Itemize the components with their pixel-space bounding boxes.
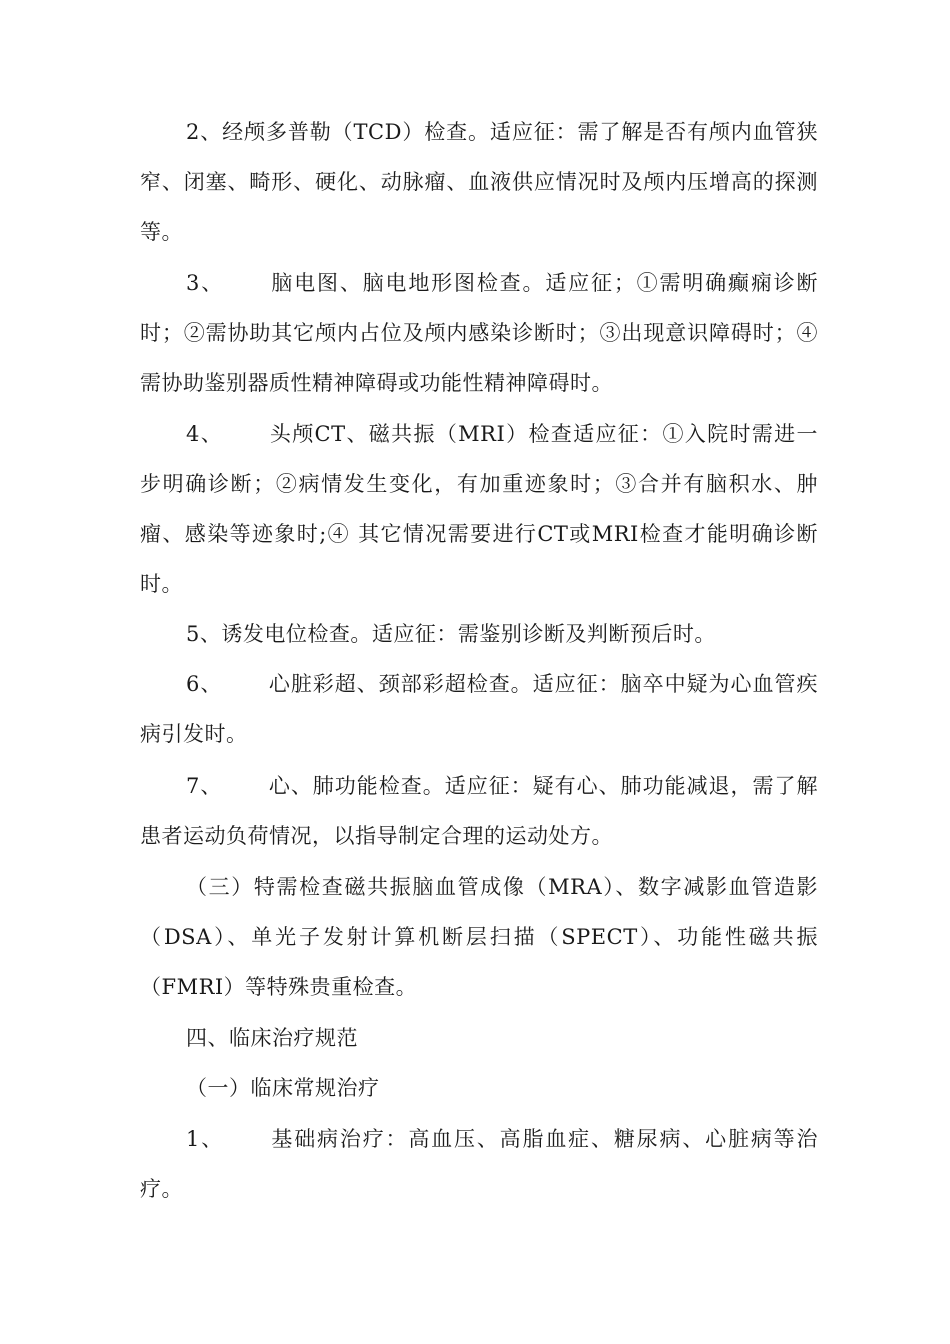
paragraph-evoked-potential	[140, 609, 818, 659]
paragraph-text: 头颅CT、磁共振（MRI）检查适应征：①入院时需进一步明确诊断；②病情发生变化，有加重迹象时；③合并有脑积水、肿瘤、感染等迹象时;④ 其它情况需要进行CT或MRI检查才能明确诊断时。	[140, 422, 818, 596]
paragraph-text: 脑电图、脑电地形图检查。适应征；①需明确癫痫诊断时；②需协助其它颅内占位及颅内感染诊断时；③出现意识障碍时；④需协助鉴别器质性精神障碍或功能性精神障碍时。	[140, 271, 818, 395]
paragraph-text: 心脏彩超、颈部彩超检查。适应征：脑卒中疑为心血管疾病引发时。	[140, 672, 818, 746]
paragraph-text: 基础病治疗：高血压、高脂血症、糖尿病、心脏病等治疗。	[140, 1127, 818, 1201]
item-number: 4、	[186, 422, 224, 446]
heading-text: 四、临床治疗规范	[186, 1026, 358, 1050]
paragraph-eeg-exam	[140, 258, 818, 408]
paragraph-special-exams	[140, 862, 818, 1012]
paragraph-text: 2、经颅多普勒（TCD）检查。适应征：需了解是否有颅内血管狭窄、闭塞、畸形、硬化、动脉瘤、血液供应情况时及颅内压增高的探测等。	[140, 120, 818, 244]
paragraph-basic-disease-treatment	[140, 1114, 818, 1214]
paragraph-ultrasound-exam	[140, 659, 818, 759]
item-number: 1、	[186, 1127, 225, 1151]
heading-text: （一）临床常规治疗	[186, 1076, 380, 1100]
paragraph-ct-mri-exam	[140, 409, 818, 609]
section-heading-clinical-treatment	[140, 1013, 818, 1063]
paragraph-text: 5、诱发电位检查。适应征：需鉴别诊断及判断预后时。	[186, 622, 716, 646]
paragraph-text: （三）特需检查磁共振脑血管成像（MRA）、数字减影血管造影（DSA）、单光子发射计算机断层扫描（SPECT）、功能性磁共振（FMRI）等特殊贵重检查。	[140, 875, 818, 999]
item-number: 3、	[186, 271, 225, 295]
item-number: 6、	[186, 672, 223, 696]
item-number: 7、	[186, 774, 223, 798]
paragraph-cardiopulmonary-exam	[140, 761, 818, 861]
subsection-heading-routine-treatment	[140, 1063, 818, 1113]
paragraph-tcd-exam	[140, 107, 818, 257]
paragraph-text: 心、肺功能检查。适应征：疑有心、肺功能减退，需了解患者运动负荷情况，以指导制定合理的运动处方。	[140, 774, 818, 848]
